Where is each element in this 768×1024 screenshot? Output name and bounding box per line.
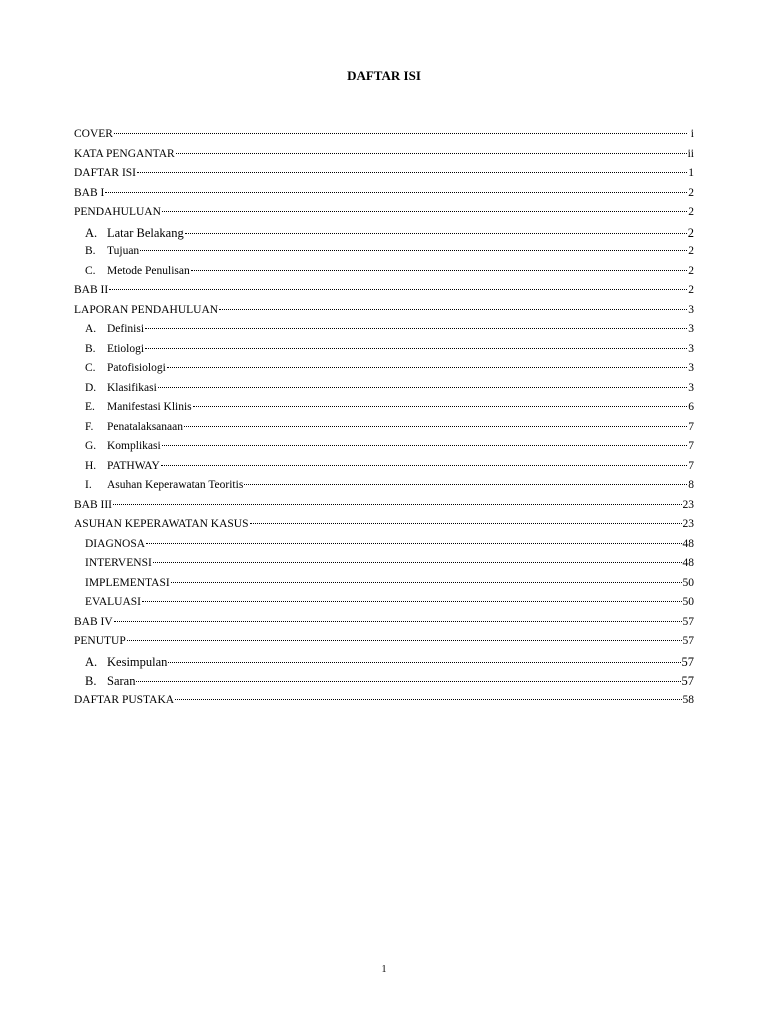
toc-entry-page: 3 <box>688 303 694 316</box>
toc-entry <box>74 343 694 363</box>
toc-entry-label: EVALUASI <box>85 596 142 608</box>
toc-entry-page: 57 <box>682 615 694 628</box>
dot-leader <box>168 662 680 663</box>
toc-entry-page: 2 <box>688 245 694 257</box>
toc-entry-label: Patofisiologi <box>107 362 166 374</box>
dot-leader <box>176 153 687 154</box>
toc-entry-label: DAFTAR PUSTAKA <box>74 693 175 706</box>
toc-entry-label: Komplikasi <box>107 440 161 452</box>
dot-leader <box>146 543 681 544</box>
toc-entry-letter: I. <box>85 479 92 491</box>
toc-entry <box>74 440 694 460</box>
page-number: 1 <box>381 964 387 975</box>
toc-entry-page: 57 <box>681 654 694 669</box>
toc-entry <box>74 226 694 246</box>
toc-entry-letter: H. <box>85 459 97 472</box>
toc-entry <box>74 577 694 597</box>
dot-leader <box>109 289 687 290</box>
toc-entry-page: 2 <box>687 225 694 240</box>
toc-entry-label: Definisi <box>107 323 145 335</box>
toc-entry <box>74 460 694 480</box>
toc-entry-label: BAB I <box>74 186 105 199</box>
toc-entry <box>74 538 694 558</box>
toc-entry-page: 3 <box>688 362 694 374</box>
toc-entry-letter: A. <box>85 225 98 240</box>
dot-leader <box>153 562 682 563</box>
dot-leader <box>162 211 687 212</box>
dot-leader <box>185 233 687 234</box>
dot-leader <box>162 445 687 446</box>
toc-entry-letter: A. <box>85 323 97 335</box>
toc-entry-label: DAFTAR ISI <box>74 167 137 179</box>
toc-entry-page: 7 <box>688 420 694 433</box>
toc-entry-letter: B. <box>85 342 96 355</box>
dot-leader <box>113 504 681 505</box>
toc-entry-letter: D. <box>85 381 97 394</box>
toc-entry-page: 6 <box>688 401 694 413</box>
toc-entry <box>74 401 694 421</box>
toc-entry <box>74 323 694 343</box>
toc-entry <box>74 557 694 577</box>
toc-entry-page: 7 <box>688 440 694 452</box>
toc-entry-page: 48 <box>682 537 694 550</box>
toc-entry-label: Asuhan Keperawatan Teoritis <box>107 479 244 491</box>
toc-entry <box>74 187 694 207</box>
toc-entry <box>74 674 694 694</box>
dot-leader <box>219 309 687 310</box>
dot-leader <box>167 367 687 368</box>
toc-entry-label: Tujuan <box>107 245 140 257</box>
dot-leader <box>191 270 687 271</box>
toc-entry-page: 2 <box>688 206 694 218</box>
toc-entry-label: Latar Belakang <box>107 225 184 240</box>
dot-leader <box>114 621 682 622</box>
toc-entry-label: BAB III <box>74 498 113 511</box>
toc-entry-label: Manifestasi Klinis <box>107 401 192 413</box>
toc-entry-label: Penatalaksanaan <box>107 420 183 433</box>
toc-entry-letter: B. <box>85 674 97 688</box>
toc-entry-label: Klasifikasi <box>107 381 157 394</box>
dot-leader <box>158 387 687 388</box>
toc-entry <box>74 265 694 285</box>
dot-leader <box>136 681 680 682</box>
toc-entry <box>74 635 694 655</box>
dot-leader <box>244 484 687 485</box>
toc-entry-page: ii <box>687 147 694 160</box>
toc-entry-label: DIAGNOSA <box>85 537 146 550</box>
toc-entry-label: PATHWAY <box>107 459 160 472</box>
dot-leader <box>161 465 687 466</box>
toc-entry <box>74 128 694 148</box>
dot-leader <box>145 348 687 349</box>
toc-entry-label: Saran <box>107 674 136 688</box>
toc-entry-page: 23 <box>682 498 694 511</box>
toc-entry-page: 1 <box>688 167 694 179</box>
toc-entry-label: ASUHAN KEPERAWATAN KASUS <box>74 518 249 530</box>
toc-entry-label: LAPORAN PENDAHULUAN <box>74 303 219 316</box>
toc-entry-page: 7 <box>688 459 694 472</box>
toc-entry <box>74 694 694 714</box>
toc-entry-page: 2 <box>688 284 694 296</box>
toc-entry-label: PENDAHULUAN <box>74 206 161 218</box>
toc-entry-letter: B. <box>85 245 96 257</box>
toc-entry-letter: C. <box>85 264 96 277</box>
toc-entry-label: Kesimpulan <box>107 654 168 669</box>
page-title: DAFTAR ISI <box>347 68 421 83</box>
toc-entry-letter: A. <box>85 654 98 669</box>
toc-entry-page: 48 <box>682 557 694 569</box>
toc-entry-page: 3 <box>688 381 694 394</box>
toc-entry-page: 2 <box>688 186 694 199</box>
dot-leader <box>184 426 687 427</box>
toc-entry <box>74 304 694 324</box>
toc-entry <box>74 479 694 499</box>
toc-entry-label: INTERVENSI <box>85 557 152 569</box>
toc-entry-label: Metode Penulisan <box>107 264 190 277</box>
toc-entry-page: 23 <box>682 518 694 530</box>
toc-entry-label: KATA PENGANTAR <box>74 147 175 160</box>
toc-entry-letter: E. <box>85 401 95 413</box>
dot-leader <box>105 192 687 193</box>
toc-entry-page: 57 <box>681 674 694 688</box>
dot-leader <box>250 523 682 524</box>
toc-entry <box>74 362 694 382</box>
toc-entry-letter: F. <box>85 420 94 433</box>
toc-entry-label: PENUTUP <box>74 635 126 647</box>
toc-entry-page: 3 <box>688 342 694 355</box>
toc-entry-label: BAB II <box>74 284 109 296</box>
toc-entry <box>74 421 694 441</box>
dot-leader <box>127 640 682 641</box>
toc-entry-label: COVER <box>74 128 113 140</box>
table-of-contents <box>74 128 694 713</box>
toc-entry <box>74 284 694 304</box>
toc-entry-page: i <box>690 128 694 140</box>
toc-entry-label: BAB IV <box>74 615 113 628</box>
dot-leader <box>114 133 687 134</box>
toc-entry-label: IMPLEMENTASI <box>85 576 170 589</box>
toc-entry <box>74 596 694 616</box>
toc-entry-page: 50 <box>682 596 694 608</box>
toc-entry <box>74 148 694 168</box>
toc-entry-page: 50 <box>682 576 694 589</box>
dot-leader <box>140 250 687 251</box>
toc-entry-label: Etiologi <box>107 342 145 355</box>
toc-entry <box>74 382 694 402</box>
toc-entry <box>74 616 694 636</box>
toc-entry-letter: C. <box>85 362 96 374</box>
dot-leader <box>145 328 687 329</box>
toc-entry-page: 8 <box>688 479 694 491</box>
dot-leader <box>175 699 681 700</box>
toc-entry-page: 57 <box>682 635 694 647</box>
toc-entry <box>74 245 694 265</box>
toc-entry <box>74 167 694 187</box>
toc-entry <box>74 655 694 675</box>
toc-entry <box>74 518 694 538</box>
toc-entry <box>74 499 694 519</box>
toc-entry-page: 2 <box>688 264 694 277</box>
dot-leader <box>193 406 687 407</box>
toc-entry-page: 3 <box>688 323 694 335</box>
dot-leader <box>142 601 681 602</box>
dot-leader <box>137 172 687 173</box>
toc-entry <box>74 206 694 226</box>
dot-leader <box>171 582 682 583</box>
toc-entry-letter: G. <box>85 440 97 452</box>
toc-entry-page: 58 <box>682 693 694 706</box>
